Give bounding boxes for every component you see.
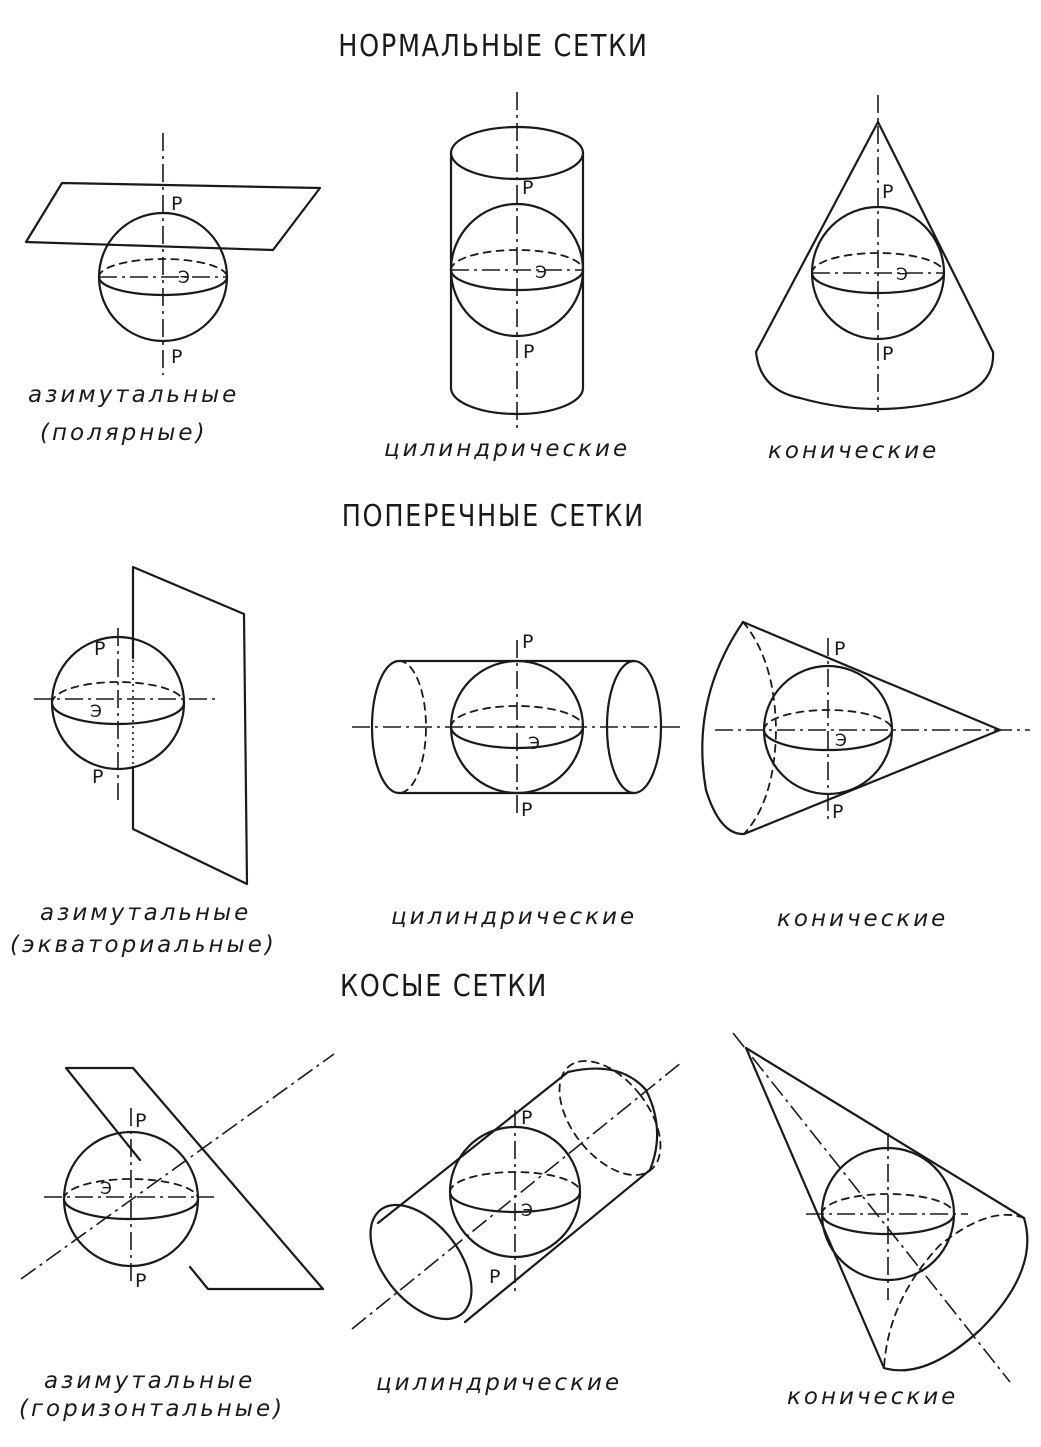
pole-label: P <box>522 631 534 653</box>
pole-label: P <box>135 1110 147 1132</box>
caption-transverse-azimuthal-2: (экваториальные) <box>10 932 277 958</box>
figure-transverse-azimuthal <box>34 567 247 884</box>
pole-label: P <box>832 801 844 823</box>
pole-label: P <box>522 177 534 199</box>
pole-label: P <box>171 346 183 368</box>
equator-label: Э <box>100 1179 112 1199</box>
figure-normal-conical <box>756 95 993 412</box>
section-title-normal: НОРМАЛЬНЫЕ СЕТКИ <box>338 27 649 64</box>
figure-oblique-azimuthal <box>21 1054 334 1292</box>
pole-label: P <box>834 638 846 660</box>
equator-label: Э <box>535 263 547 283</box>
pole-label: P <box>882 343 894 365</box>
figure-normal-cylindrical <box>451 92 583 430</box>
figure-transverse-conical <box>702 622 1030 834</box>
equator-label: Э <box>835 731 847 751</box>
pole-label: P <box>135 1270 147 1292</box>
figure-oblique-cylindrical <box>350 1043 682 1338</box>
pole-label: P <box>489 1266 501 1288</box>
pole-label: P <box>882 181 894 203</box>
caption-oblique-azimuthal-1: азимутальные <box>44 1368 256 1394</box>
caption-normal-cylindrical: цилиндрические <box>384 436 631 462</box>
caption-oblique-conical: конические <box>787 1384 959 1410</box>
caption-normal-conical: конические <box>768 438 940 464</box>
pole-label: P <box>92 766 104 788</box>
figure-transverse-cylindrical <box>352 631 683 821</box>
equator-label: Э <box>178 268 190 288</box>
caption-transverse-conical: конические <box>777 906 949 932</box>
caption-oblique-azimuthal-2: (горизонтальные) <box>19 1396 286 1422</box>
caption-transverse-cylindrical: цилиндрические <box>391 904 638 930</box>
caption-oblique-cylindrical: цилиндрические <box>376 1370 623 1396</box>
equator-label: Э <box>521 1201 533 1221</box>
pole-label: P <box>523 341 535 363</box>
caption-normal-azimuthal-1: азимутальные <box>28 382 240 408</box>
caption-normal-azimuthal-2: (полярные) <box>40 420 208 446</box>
equator-label: Э <box>90 702 102 722</box>
section-title-transverse: ПОПЕРЕЧНЫЕ СЕТКИ <box>341 497 645 534</box>
figure-oblique-conical <box>733 1033 1027 1382</box>
pole-label: P <box>94 638 106 660</box>
equator-label: Э <box>896 265 908 285</box>
section-title-oblique: КОСЫЕ СЕТКИ <box>340 967 548 1004</box>
pole-label: P <box>171 193 183 215</box>
pole-label: P <box>521 1107 533 1129</box>
caption-transverse-azimuthal-1: азимутальные <box>40 900 252 926</box>
equator-label: Э <box>528 734 540 754</box>
figure-normal-azimuthal <box>26 133 320 375</box>
pole-label: P <box>521 799 533 821</box>
